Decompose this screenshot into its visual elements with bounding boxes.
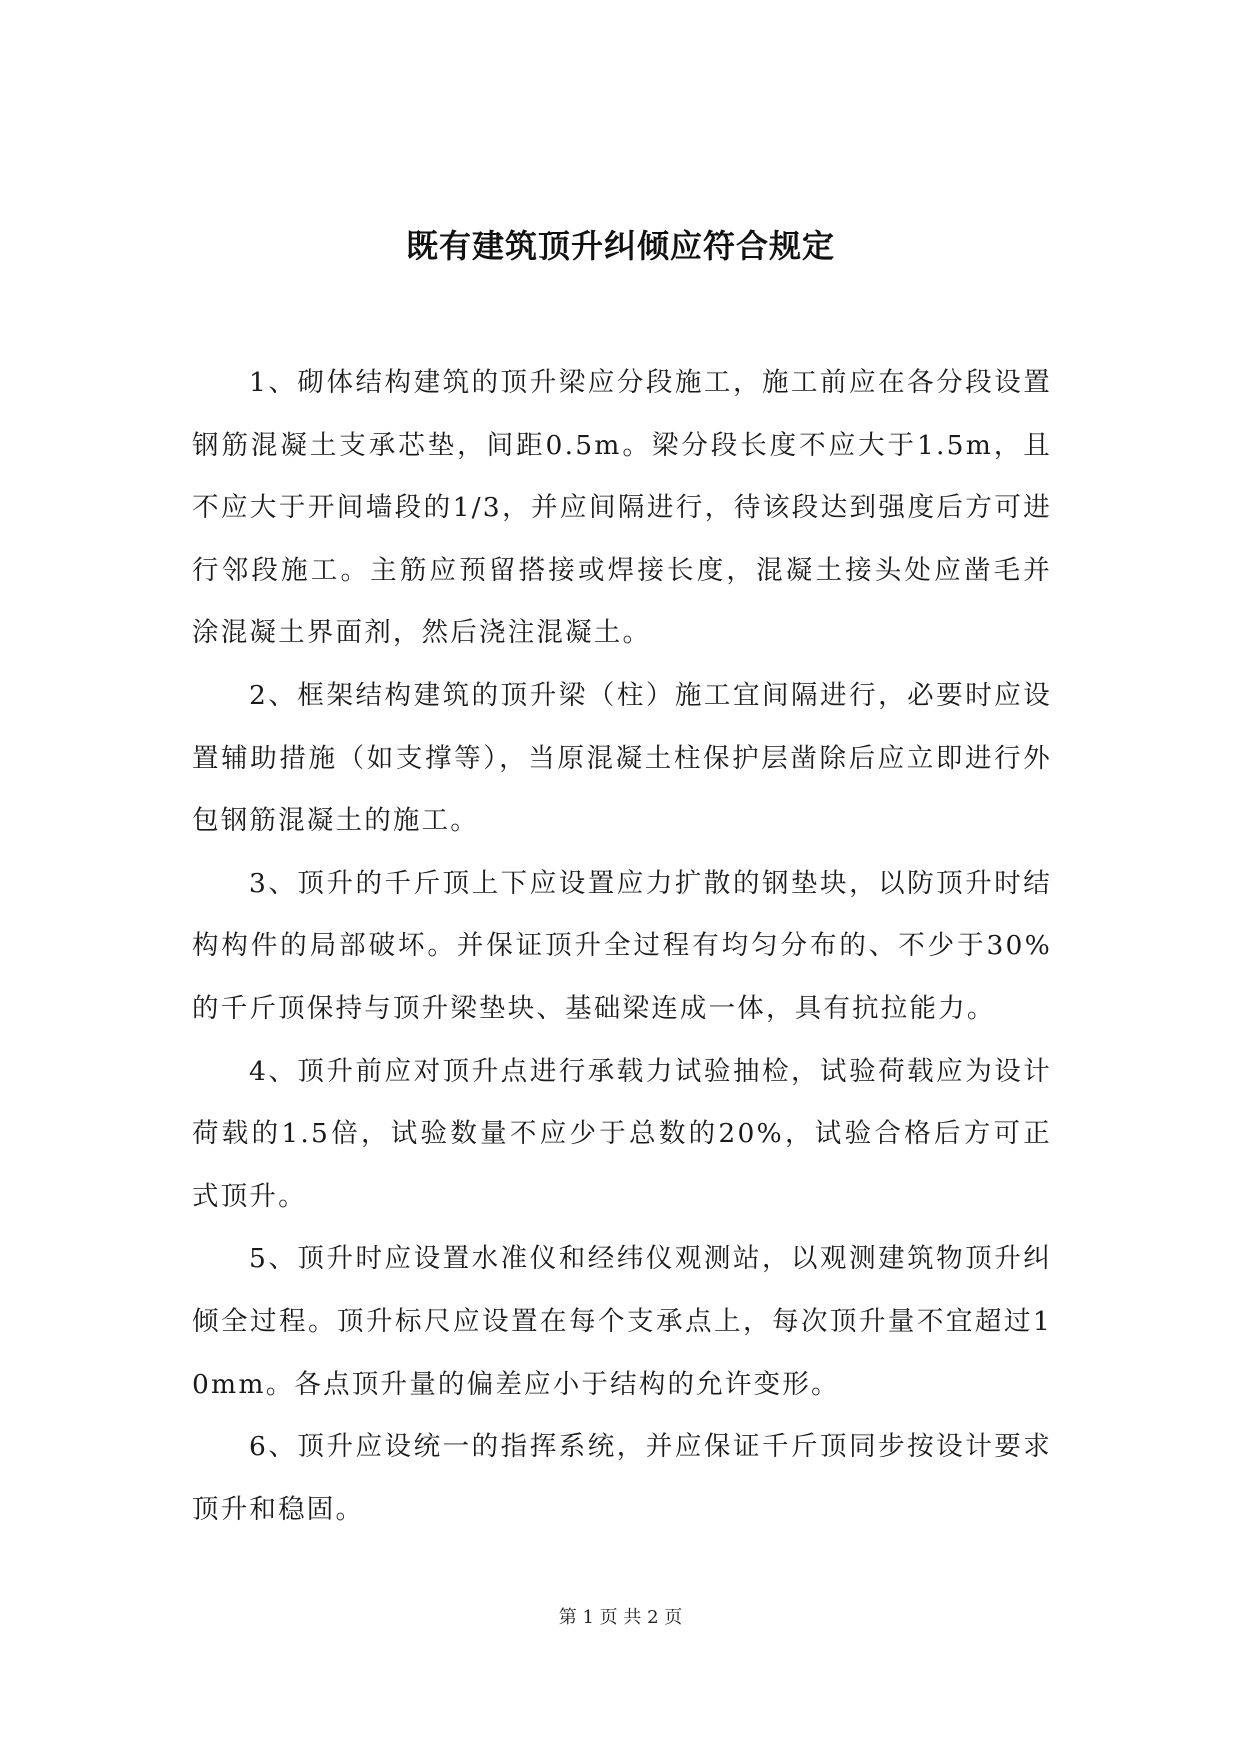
document-title: 既有建筑顶升纠倾应符合规定 <box>405 227 835 265</box>
paragraph-4: 4、顶升前应对顶升点进行承载力试验抽检，试验荷载应为设计荷载的1.5倍，试验数量不应少于总数的20%，试验合格后方可正式顶升。 <box>192 1055 1052 1212</box>
paragraph-5: 5、顶升时应设置水准仪和经纬仪观测站，以观测建筑物顶升纠倾全过程。顶升标尺应设置在每个支承点上，每次顶升量不宜超过10mm。各点顶升量的偏差应小于结构的允许变形。 <box>192 1243 1052 1400</box>
document-body <box>192 352 1052 1541</box>
paragraph-6: 6、顶升应设统一的指挥系统，并应保证千斤顶同步按设计要求顶升和稳固。 <box>192 1431 1052 1525</box>
page-number-footer: 第 1 页 共 2 页 <box>558 1607 683 1628</box>
paragraph-1: 1、砌体结构建筑的顶升梁应分段施工，施工前应在各分段设置钢筋混凝土支承芯垫，间距0.5m。梁分段长度不应大于1.5m，且不应大于开间墙段的1/3，并应间隔进行，待该段达到强度后方可进行邻段施工。主筋应预留搭接或焊接长度，混凝土接头处应凿毛并涂混凝土界面剂，然后浇注混凝土。 <box>192 367 1052 649</box>
paragraph-3: 3、顶升的千斤顶上下应设置应力扩散的钢垫块，以防顶升时结构构件的局部破坏。并保证顶升全过程有均匀分布的、不少于30%的千斤顶保持与顶升梁垫块、基础梁连成一体，具有抗拉能力。 <box>192 867 1052 1024</box>
paragraph-2: 2、框架结构建筑的顶升梁（柱）施工宜间隔进行，必要时应设置辅助措施（如支撑等），当原混凝土柱保护层凿除后应立即进行外包钢筋混凝土的施工。 <box>192 679 1052 837</box>
